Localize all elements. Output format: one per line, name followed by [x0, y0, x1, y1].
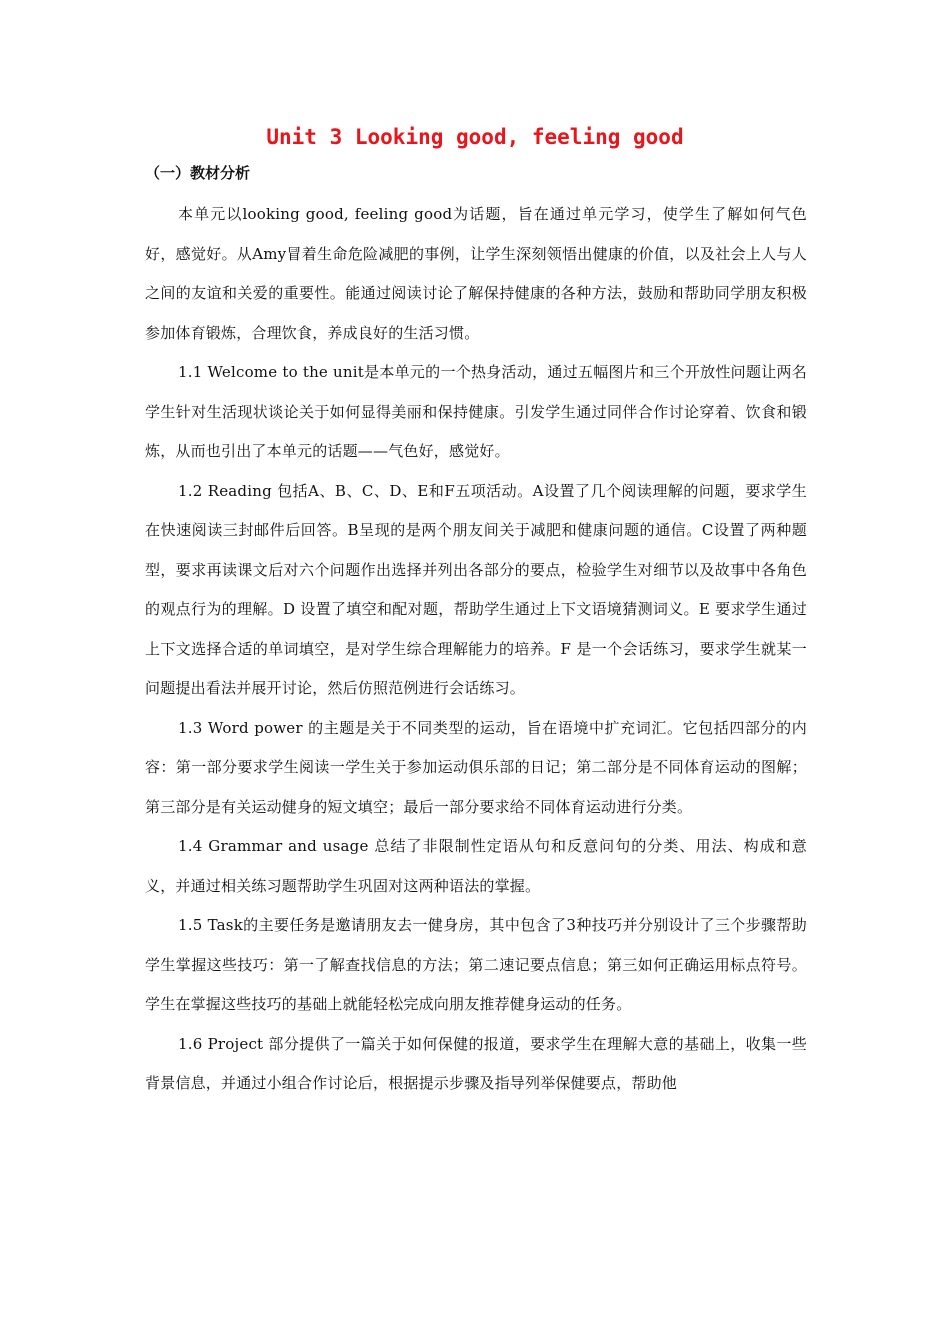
paragraph-reading: 1.2 Reading 包括A、B、C、D、E和F五项活动。A设置了几个阅读理解的问题，要求学生在快速阅读三封邮件后回答。B呈现的是两个朋友间关于减肥和健康问题的通信。C设置了两种题型，要求再读课文后对六个问题作出选择并列出各部分的要点，检验学生对细节以及故事中各角色的观点行为的理解。D 设置了填空和配对题，帮助学生通过上下文语境猜测词义。E 要求学生通过上下文选择合适的单词填空，是对学生综合理解能力的培养。F 是一个会话练习，要求学生就某一问题提出看法并展开讨论，然后仿照范例进行会话练习。 — [145, 481, 807, 697]
paragraph-project: 1.6 Project 部分提供了一篇关于如何保健的报道，要求学生在理解大意的基础上，收集一些背景信息，并通过小组合作讨论后，根据提示步骤及指导列举保健要点，帮助他 — [145, 1034, 807, 1092]
paragraph-word-power: 1.3 Word power 的主题是关于不同类型的运动，旨在语境中扩充词汇。它包括四部分的内容：第一部分要求学生阅读一学生关于参加运动俱乐部的日记；第二部分是不同体育运动的图解；第三部分是有关运动健身的短文填空；最后一部分要求给不同体育运动进行分类。 — [145, 718, 807, 816]
paragraph-task: 1.5 Task的主要任务是邀请朋友去一健身房，其中包含了3种技巧并分别设计了三个步骤帮助学生掌握这些技巧：第一了解查找信息的方法；第二速记要点信息；第三如何正确运用标点符号。学生在掌握这些技巧的基础上就能轻松完成向朋友推荐健身运动的任务。 — [145, 916, 807, 1013]
paragraph-welcome: 1.1 Welcome to the unit是本单元的一个热身活动，通过五幅图片和三个开放性问题让两名学生针对生活现状谈论关于如何显得美丽和保持健康。引发学生通过同伴合作讨论穿着、饮食和锻炼，从而也引出了本单元的话题——气色好，感觉好。 — [145, 363, 807, 460]
paragraph-intro: 本单元以looking good, feeling good为话题，旨在通过单元学习，使学生了解如何气色好，感觉好。从Amy冒着生命危险减肥的事例，让学生深刻领悟出健康的价值，以及社会上人与人之间的友谊和关爱的重要性。能通过阅读讨论了解保持健康的各种方法，鼓励和帮助同学朋友积极参加体育锻炼，合理饮食，养成良好的生活习惯。 — [145, 205, 807, 342]
section-heading: （一）教材分析 — [145, 164, 251, 182]
body-text — [145, 195, 807, 1104]
paragraph-grammar: 1.4 Grammar and usage 总结了非限制性定语从句和反意问句的分类、用法、构成和意义，并通过相关练习题帮助学生巩固对这两种语法的掌握。 — [145, 837, 807, 895]
page-title: Unit 3 Looking good, feeling good — [266, 125, 684, 149]
